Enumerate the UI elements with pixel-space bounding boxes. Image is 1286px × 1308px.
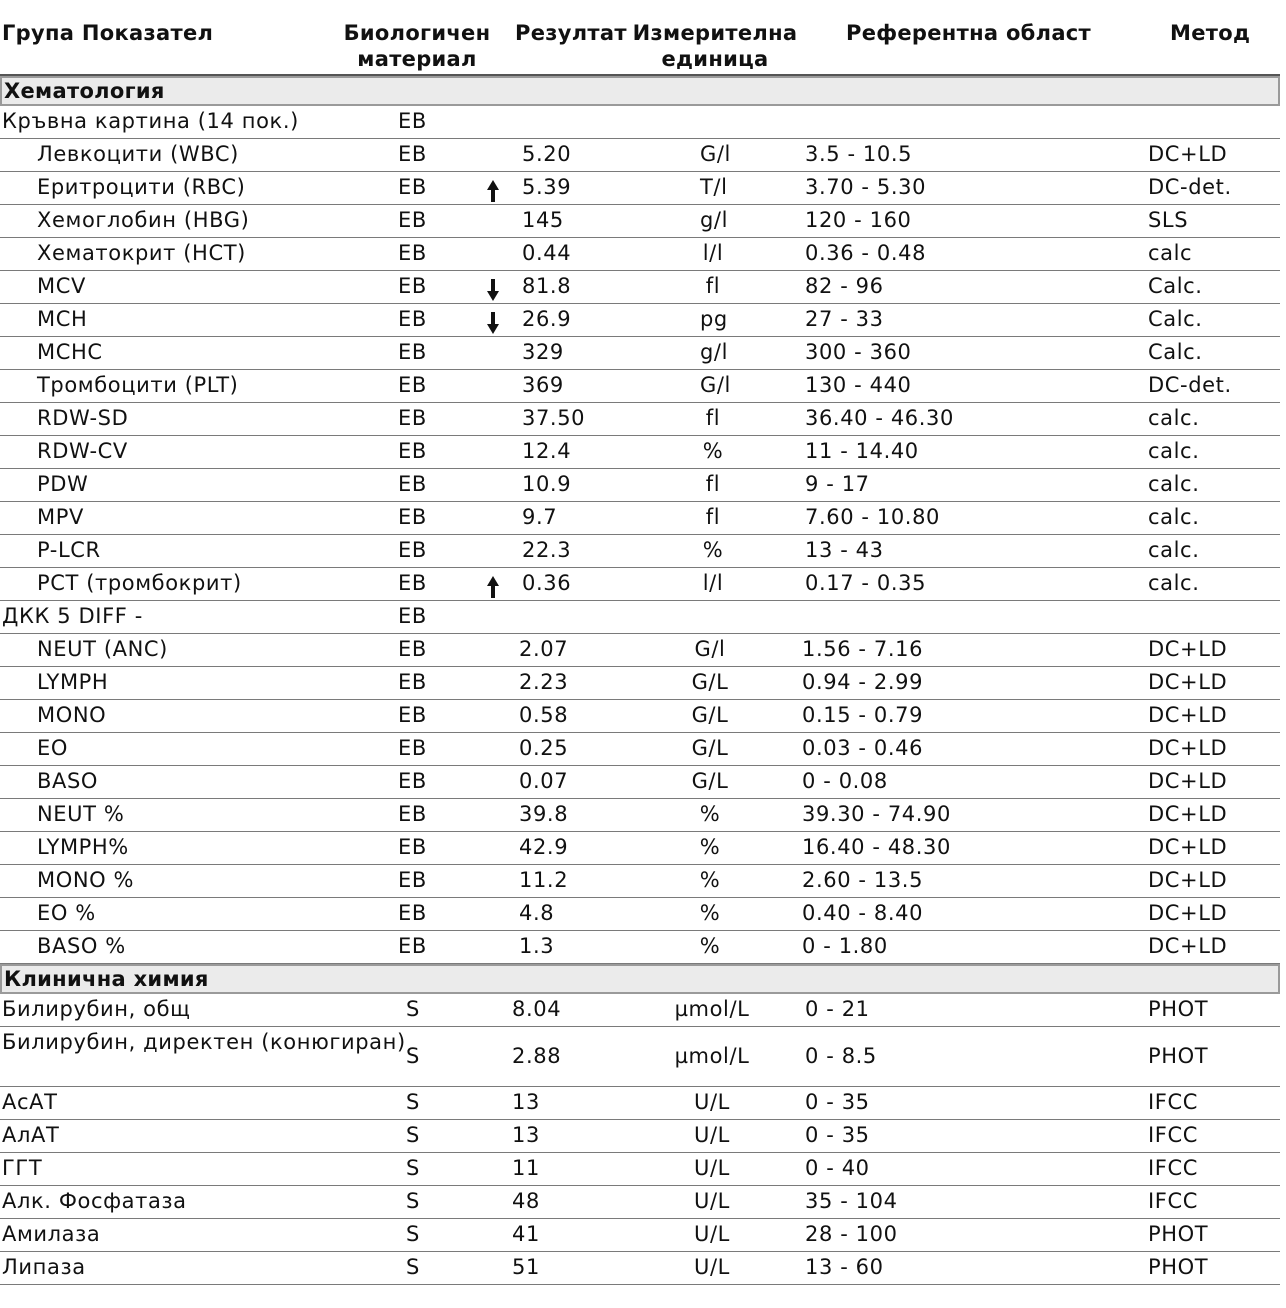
table-row — [0, 799, 1280, 832]
material-cell: ЕВ — [398, 142, 427, 166]
material-cell: S — [406, 1189, 420, 1213]
reference-cell: 39.30 - 74.90 — [802, 802, 951, 826]
material-cell: ЕВ — [398, 340, 427, 364]
table-row — [0, 370, 1280, 403]
unit-cell: % — [699, 934, 721, 958]
reference-cell: 0 - 8.5 — [805, 1044, 877, 1068]
unit-cell: fl — [705, 472, 721, 496]
test-name: Кръвна картина (14 пок.) — [2, 109, 299, 133]
method-cell: DC+LD — [1148, 868, 1228, 892]
unit-cell: % — [702, 538, 724, 562]
result-cell: 11.2 — [519, 868, 569, 892]
material-cell: S — [406, 1123, 420, 1147]
unit-cell: T/l — [700, 175, 728, 199]
table-row — [0, 304, 1280, 337]
reference-cell: 0.03 - 0.46 — [802, 736, 924, 760]
material-cell: ЕВ — [398, 538, 427, 562]
table-row — [0, 337, 1280, 370]
header-material-line1: Биологичен — [343, 21, 491, 45]
reference-cell: 36.40 - 46.30 — [805, 406, 954, 430]
test-name: MCH — [37, 307, 88, 331]
test-name: EO % — [37, 901, 96, 925]
unit-cell: G/L — [691, 736, 729, 760]
unit-cell: U/L — [694, 1156, 730, 1180]
method-cell: DC+LD — [1148, 670, 1228, 694]
table-header — [0, 0, 1280, 76]
material-cell: ЕВ — [398, 307, 427, 331]
reference-cell: 300 - 360 — [805, 340, 912, 364]
result-cell: 145 — [522, 208, 564, 232]
table-row — [0, 271, 1280, 304]
result-cell: 81.8 — [522, 274, 572, 298]
test-name: NEUT (ANC) — [37, 637, 168, 661]
material-cell: S — [406, 1156, 420, 1180]
group-row — [0, 106, 1280, 139]
header-unit-line2: единица — [661, 47, 769, 71]
unit-cell: fl — [705, 406, 721, 430]
reference-cell: 0 - 1.80 — [802, 934, 888, 958]
header-result: Резултат — [515, 21, 627, 45]
table-row — [0, 469, 1280, 502]
section-title: Хематология — [4, 79, 165, 103]
test-name: Алк. Фосфатаза — [2, 1189, 187, 1213]
table-row — [0, 733, 1280, 766]
material-cell: ЕВ — [398, 472, 427, 496]
section-clinical-chemistry — [0, 964, 1280, 994]
method-cell: calc. — [1148, 571, 1200, 595]
reference-cell: 0 - 21 — [805, 997, 870, 1021]
test-name: АлАТ — [2, 1123, 60, 1147]
reference-cell: 13 - 60 — [805, 1255, 884, 1279]
test-name: P-LCR — [37, 538, 101, 562]
group-row — [0, 601, 1280, 634]
result-cell: 22.3 — [522, 538, 572, 562]
unit-cell: % — [699, 868, 721, 892]
method-cell: Calc. — [1148, 307, 1203, 331]
table-row — [0, 667, 1280, 700]
reference-cell: 7.60 - 10.80 — [805, 505, 941, 529]
unit-cell: G/L — [691, 769, 729, 793]
material-cell: ЕВ — [398, 109, 427, 133]
method-cell: calc. — [1148, 505, 1200, 529]
unit-cell: U/L — [694, 1090, 730, 1114]
result-cell: 4.8 — [519, 901, 555, 925]
material-cell: ЕВ — [398, 736, 427, 760]
unit-cell: l/l — [702, 571, 724, 595]
reference-cell: 0 - 35 — [805, 1123, 870, 1147]
result-cell: 329 — [522, 340, 564, 364]
method-cell: DC+LD — [1148, 802, 1228, 826]
material-cell: ЕВ — [398, 208, 427, 232]
test-name: BASO — [37, 769, 99, 793]
table-row — [0, 436, 1280, 469]
test-name: ДКК 5 DIFF - — [2, 604, 143, 628]
test-name: MONO — [37, 703, 107, 727]
material-cell: ЕВ — [398, 637, 427, 661]
material-cell: S — [406, 1090, 420, 1114]
material-cell: S — [406, 1222, 420, 1246]
reference-cell: 9 - 17 — [805, 472, 870, 496]
unit-cell: pg — [700, 307, 728, 331]
reference-cell: 13 - 43 — [805, 538, 884, 562]
material-cell: ЕВ — [398, 868, 427, 892]
method-cell: DC+LD — [1148, 901, 1228, 925]
result-cell: 8.04 — [512, 997, 562, 1021]
method-cell: IFCC — [1148, 1156, 1198, 1180]
method-cell: IFCC — [1148, 1090, 1198, 1114]
unit-cell: G/l — [700, 373, 731, 397]
test-name: Амилаза — [2, 1222, 101, 1246]
table-row — [0, 535, 1280, 568]
method-cell: calc. — [1148, 406, 1200, 430]
test-name: АсАТ — [2, 1090, 58, 1114]
test-name: Хематокрит (HCT) — [37, 241, 246, 265]
test-name: PDW — [37, 472, 89, 496]
result-cell: 13 — [512, 1123, 540, 1147]
material-cell: ЕВ — [398, 835, 427, 859]
method-cell: SLS — [1148, 208, 1189, 232]
method-cell: DC+LD — [1148, 769, 1228, 793]
table-row — [0, 403, 1280, 436]
reference-cell: 0 - 0.08 — [802, 769, 888, 793]
test-name: LYMPH% — [37, 835, 129, 859]
test-name: NEUT % — [37, 802, 125, 826]
material-cell: ЕВ — [398, 274, 427, 298]
test-name: MPV — [37, 505, 84, 529]
reference-cell: 0 - 40 — [805, 1156, 870, 1180]
material-cell: ЕВ — [398, 703, 427, 727]
method-cell: PHOT — [1148, 1222, 1209, 1246]
result-cell: 13 — [512, 1090, 540, 1114]
reference-cell: 82 - 96 — [805, 274, 884, 298]
table-row — [0, 238, 1280, 271]
method-cell: DC+LD — [1148, 934, 1228, 958]
result-cell: 12.4 — [522, 439, 572, 463]
result-cell: 2.07 — [519, 637, 569, 661]
result-cell: 48 — [512, 1189, 540, 1213]
method-cell: PHOT — [1148, 1255, 1209, 1279]
result-cell: 26.9 — [522, 307, 572, 331]
test-name: MCHC — [37, 340, 103, 364]
test-name: Билирубин, общ — [2, 997, 191, 1021]
result-cell: 9.7 — [522, 505, 558, 529]
arrow-up-icon — [486, 568, 506, 599]
reference-cell: 11 - 14.40 — [805, 439, 919, 463]
method-cell: DC+LD — [1148, 142, 1228, 166]
result-cell: 41 — [512, 1222, 540, 1246]
material-cell: S — [406, 1044, 420, 1068]
result-cell: 10.9 — [522, 472, 572, 496]
table-row — [0, 1219, 1280, 1252]
header-method: Метод — [1170, 21, 1251, 45]
material-cell: ЕВ — [398, 175, 427, 199]
method-cell: DC+LD — [1148, 835, 1228, 859]
material-cell: ЕВ — [398, 802, 427, 826]
header-group: Група Показател — [2, 21, 214, 45]
arrow-down-icon — [486, 304, 506, 335]
test-name: MONO % — [37, 868, 135, 892]
unit-cell: U/L — [694, 1255, 730, 1279]
method-cell: calc — [1148, 241, 1193, 265]
material-cell: ЕВ — [398, 505, 427, 529]
result-cell: 51 — [512, 1255, 540, 1279]
unit-cell: % — [699, 802, 721, 826]
result-cell: 0.25 — [519, 736, 569, 760]
reference-cell: 3.5 - 10.5 — [805, 142, 913, 166]
result-cell: 39.8 — [519, 802, 569, 826]
result-cell: 37.50 — [522, 406, 586, 430]
unit-cell: g/l — [700, 208, 729, 232]
test-name: Хемоглобин (HBG) — [37, 208, 250, 232]
result-cell: 5.39 — [522, 175, 572, 199]
section-title: Клинична химия — [4, 967, 209, 991]
result-cell: 369 — [522, 373, 564, 397]
header-material-line2: материал — [357, 47, 477, 71]
table-row — [0, 568, 1280, 601]
material-cell: ЕВ — [398, 670, 427, 694]
test-name: BASO % — [37, 934, 126, 958]
method-cell: Calc. — [1148, 340, 1203, 364]
method-cell: PHOT — [1148, 1044, 1209, 1068]
reference-cell: 28 - 100 — [805, 1222, 898, 1246]
method-cell: DC-det. — [1148, 175, 1232, 199]
material-cell: ЕВ — [398, 901, 427, 925]
section-hematology — [0, 76, 1280, 106]
unit-cell: fl — [705, 505, 721, 529]
test-name: RDW-CV — [37, 439, 128, 463]
reference-cell: 1.56 - 7.16 — [802, 637, 924, 661]
header-unit-line1: Измерителна — [632, 21, 798, 45]
material-cell: ЕВ — [398, 604, 427, 628]
unit-cell: G/L — [691, 703, 729, 727]
test-name: Тромбоцити (PLT) — [37, 373, 239, 397]
arrow-up-icon — [486, 172, 506, 203]
material-cell: ЕВ — [398, 406, 427, 430]
table-row — [0, 205, 1280, 238]
table-row — [0, 832, 1280, 865]
table-row — [0, 172, 1280, 205]
reference-cell: 130 - 440 — [805, 373, 912, 397]
unit-cell: G/L — [691, 670, 729, 694]
reference-cell: 16.40 - 48.30 — [802, 835, 951, 859]
test-name: MCV — [37, 274, 86, 298]
reference-cell: 3.70 - 5.30 — [805, 175, 927, 199]
result-cell: 2.88 — [512, 1044, 562, 1068]
table-row — [0, 1087, 1280, 1120]
material-cell: ЕВ — [398, 439, 427, 463]
method-cell: Calc. — [1148, 274, 1203, 298]
reference-cell: 0.36 - 0.48 — [805, 241, 927, 265]
material-cell: ЕВ — [398, 373, 427, 397]
header-material — [342, 20, 492, 72]
arrow-down-icon — [486, 271, 506, 302]
reference-cell: 0.94 - 2.99 — [802, 670, 924, 694]
unit-cell: µmol/L — [674, 997, 750, 1021]
table-row — [0, 766, 1280, 799]
table-row — [0, 931, 1280, 964]
result-cell: 0.58 — [519, 703, 569, 727]
method-cell: DC+LD — [1148, 703, 1228, 727]
method-cell: PHOT — [1148, 997, 1209, 1021]
reference-cell: 120 - 160 — [805, 208, 912, 232]
unit-cell: G/l — [694, 637, 726, 661]
reference-cell: 27 - 33 — [805, 307, 884, 331]
method-cell: DC+LD — [1148, 736, 1228, 760]
table-row — [0, 898, 1280, 931]
method-cell: IFCC — [1148, 1189, 1198, 1213]
material-cell: ЕВ — [398, 241, 427, 265]
table-row — [0, 1120, 1280, 1153]
test-name: Липаза — [2, 1255, 86, 1279]
unit-cell: l/l — [702, 241, 724, 265]
unit-cell: g/l — [700, 340, 729, 364]
material-cell: ЕВ — [398, 934, 427, 958]
result-cell: 2.23 — [519, 670, 569, 694]
unit-cell: % — [699, 835, 721, 859]
reference-cell: 0.40 - 8.40 — [802, 901, 924, 925]
unit-cell: U/L — [694, 1222, 730, 1246]
test-name: EO — [37, 736, 68, 760]
unit-cell: U/L — [694, 1123, 730, 1147]
method-cell: IFCC — [1148, 1123, 1198, 1147]
reference-cell: 2.60 - 13.5 — [802, 868, 924, 892]
test-name: ГГТ — [2, 1156, 43, 1180]
result-cell: 5.20 — [522, 142, 572, 166]
result-cell: 1.3 — [519, 934, 555, 958]
table-row — [0, 502, 1280, 535]
method-cell: calc. — [1148, 538, 1200, 562]
test-name: RDW-SD — [37, 406, 129, 430]
table-row — [0, 1027, 1280, 1087]
material-cell: ЕВ — [398, 769, 427, 793]
test-name: Левкоцити (WBC) — [37, 142, 239, 166]
method-cell: calc. — [1148, 472, 1200, 496]
reference-cell: 0.17 - 0.35 — [805, 571, 927, 595]
reference-cell: 35 - 104 — [805, 1189, 898, 1213]
result-cell: 42.9 — [519, 835, 569, 859]
reference-cell: 0.15 - 0.79 — [802, 703, 924, 727]
test-name: Еритроцити (RBC) — [37, 175, 246, 199]
method-cell: DC-det. — [1148, 373, 1232, 397]
table-row — [0, 865, 1280, 898]
table-row — [0, 634, 1280, 667]
method-cell: calc. — [1148, 439, 1200, 463]
table-row — [0, 1186, 1280, 1219]
result-cell: 0.07 — [519, 769, 569, 793]
method-cell: DC+LD — [1148, 637, 1228, 661]
unit-cell: % — [699, 901, 721, 925]
material-cell: S — [406, 1255, 420, 1279]
result-cell: 11 — [512, 1156, 540, 1180]
table-row — [0, 700, 1280, 733]
table-row — [0, 1252, 1280, 1285]
result-cell: 0.36 — [522, 571, 572, 595]
table-row — [0, 994, 1280, 1027]
unit-cell: fl — [705, 274, 721, 298]
test-name: Билирубин, директен (конюгиран) — [2, 1030, 406, 1054]
table-row — [0, 139, 1280, 172]
test-name: LYMPH — [37, 670, 109, 694]
material-cell: S — [406, 997, 420, 1021]
result-cell: 0.44 — [522, 241, 572, 265]
header-reference: Референтна област — [846, 21, 1092, 45]
unit-cell: G/l — [700, 142, 731, 166]
table-body — [0, 76, 1280, 1285]
header-unit — [630, 20, 800, 72]
table-row — [0, 1153, 1280, 1186]
material-cell: ЕВ — [398, 571, 427, 595]
unit-cell: µmol/L — [674, 1044, 750, 1068]
unit-cell: U/L — [694, 1189, 730, 1213]
test-name: PCT (тромбокрит) — [37, 571, 242, 595]
unit-cell: % — [702, 439, 724, 463]
reference-cell: 0 - 35 — [805, 1090, 870, 1114]
